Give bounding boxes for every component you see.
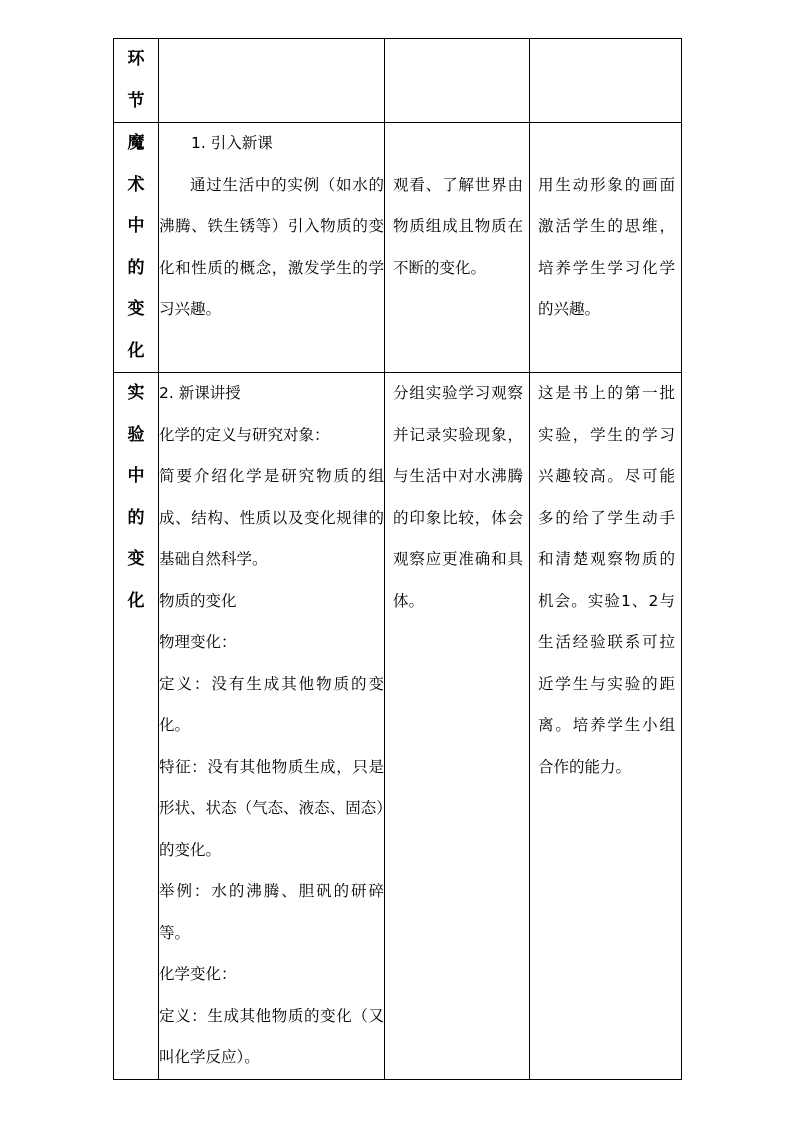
text-line: 举例：水的沸腾、胆矾的研碎等。 bbox=[159, 882, 384, 942]
stage-header-cell bbox=[114, 39, 159, 123]
text-line: 定义：没有生成其他物质的变化。 bbox=[159, 674, 384, 734]
stage-char: 化 bbox=[127, 590, 145, 611]
stage-header-char: 环 bbox=[127, 49, 145, 69]
teacher-activity-cell bbox=[159, 373, 385, 1080]
stage-header-char: 节 bbox=[127, 90, 145, 111]
stage-char: 变 bbox=[127, 299, 145, 319]
table-row bbox=[114, 373, 682, 1080]
design-intent-cell bbox=[530, 373, 682, 1080]
section-heading: 1. 引入新课 bbox=[191, 134, 273, 152]
student-activity-cell bbox=[385, 123, 530, 373]
table-row bbox=[114, 123, 682, 373]
stage-char: 化 bbox=[127, 340, 145, 361]
stage-cell-experiment bbox=[114, 373, 159, 1080]
text-line: 化学的定义与研究对象： bbox=[159, 425, 330, 444]
student-activity-text: 观看、了解世界由物质组成且物质在不断的变化。 bbox=[393, 175, 523, 277]
stage-char: 中 bbox=[127, 466, 145, 486]
header-cell-intent bbox=[530, 39, 682, 123]
design-intent-text: 用生动形象的画面激活学生的思维，培养学生学习化学的兴趣。 bbox=[538, 175, 675, 318]
stage-char: 的 bbox=[127, 507, 145, 528]
stage-cell-magic bbox=[114, 123, 159, 373]
design-intent-text: 这是书上的第一批实验，学生的学习兴趣较高。尽可能多的给了学生动手和清楚观察物质的机会。实验1、2与生活经验联系可拉近学生与实验的距离。培养学生小组合作的能力。 bbox=[538, 384, 675, 776]
section-heading: 2. 新课讲授 bbox=[159, 384, 241, 402]
text-line: 特征：没有其他物质生成，只是形状、状态（气态、液态、固态）的变化。 bbox=[159, 757, 384, 859]
table-header-row bbox=[114, 39, 682, 123]
lesson-plan-table bbox=[113, 38, 682, 1080]
header-cell-teacher bbox=[159, 39, 385, 123]
stage-char: 魔 bbox=[127, 133, 145, 153]
stage-char: 实 bbox=[127, 383, 145, 403]
design-intent-cell bbox=[530, 123, 682, 373]
stage-char: 中 bbox=[127, 216, 145, 236]
stage-char: 验 bbox=[127, 424, 145, 445]
text-line: 化学变化： bbox=[159, 965, 237, 983]
stage-char: 的 bbox=[127, 257, 145, 278]
text-line: 物质的变化 bbox=[159, 591, 237, 610]
header-cell-student bbox=[385, 39, 530, 123]
student-activity-cell bbox=[385, 373, 530, 1080]
text-line: 简要介绍化学是研究物质的组成、结构、性质以及变化规律的基础自然科学。 bbox=[159, 467, 384, 568]
stage-char: 变 bbox=[127, 549, 145, 569]
text-line: 定义：生成其他物质的变化（又叫化学反应）。 bbox=[159, 1006, 384, 1066]
stage-char: 术 bbox=[127, 174, 145, 195]
teacher-activity-text: 通过生活中的实例（如水的沸腾、铁生锈等）引入物质的变化和性质的概念，激发学生的学习兴趣。 bbox=[159, 175, 384, 318]
text-line: 物理变化： bbox=[159, 633, 237, 651]
student-activity-text: 分组实验学习观察并记录实验现象，与生活中对水沸腾的印象比较，体会观察应更准确和具体。 bbox=[393, 384, 523, 610]
teacher-activity-cell bbox=[159, 123, 385, 373]
